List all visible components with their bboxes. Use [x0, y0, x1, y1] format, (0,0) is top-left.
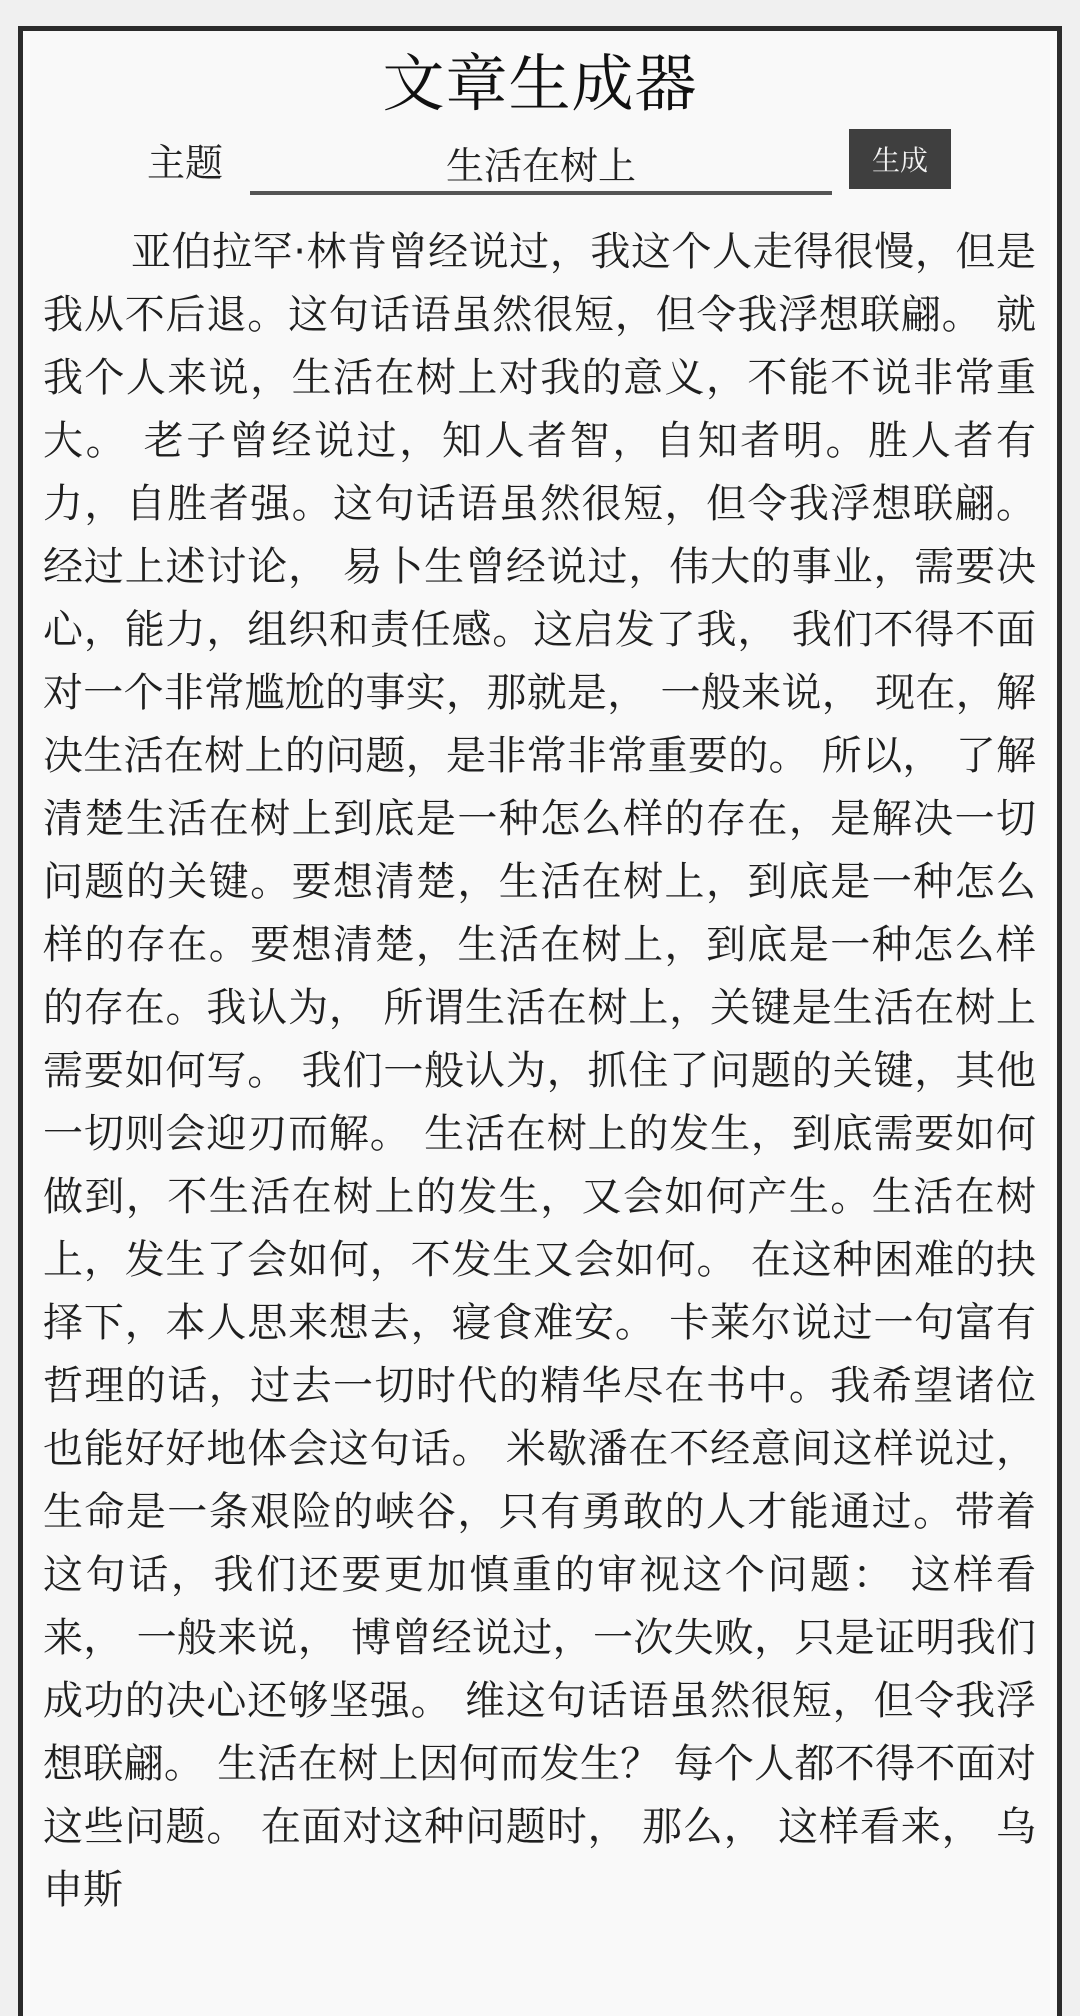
generate-button[interactable]: 生成 [849, 129, 951, 189]
page-title: 文章生成器 [382, 47, 698, 120]
topic-label: 主题 [147, 141, 224, 185]
article-text: 亚伯拉罕·林肯曾经说过，我这个人走得很慢，但是我从不后退。这句话语虽然很短，但令我浮想联翩。 就我个人来说，生活在树上对我的意义，不能不说非常重大。 老子曾经说过，知人者智，自知者明。胜人者有力，自胜者强。这句话语虽然很短，但令我浮想联翩。 经过上述讨论， 易卜生曾经说过，伟大的事业，需要决心，能力，组织和责任感。这启发了我， 我们不得不面对一个非常尴尬的事实，那就是， 一般来说， 现在，解决生活在树上的问题，是非常非常重要的。 所以， 了解清楚生活在树上到底是一种怎么样的存在，是解决一切问题的关键。要想清楚，生活在树上，到底是一种怎么样的存在。要想清楚，生活在树上，到底是一种怎么样的存在。我认为， 所谓生活在树上，关键是生活在树上需要如何写。 我们一般认为，抓住了问题的关键，其他一切则会迎刃而解。 生活在树上的发生，到底需要如何做到，不生活在树上的发生，又会如何产生。生活在树上，发生了会如何，不发生又会如何。 在这种困难的抉择下，本人思来想去，寝食难安。 卡莱尔说过一句富有哲理的话，过去一切时代的精华尽在书中。我希望诸位也能好好地体会这句话。 米歇潘在不经意间这样说过，生命是一条艰险的峡谷，只有勇敢的人才能通过。带着这句话，我们还要更加慎重的审视这个问题： 这样看来， 一般来说， 博曾经说过，一次失败，只是证明我们成功的决心还够坚强。 维这句话语虽然很短，但令我浮想联翩。 生活在树上因何而发生？ 每个人都不得不面对这些问题。 在面对这种问题时， 那么， 这样看来， 乌申斯 [43, 229, 1036, 1913]
topic-form [23, 133, 1057, 221]
topic-input[interactable] [250, 133, 832, 195]
generator-panel [18, 26, 1062, 2016]
